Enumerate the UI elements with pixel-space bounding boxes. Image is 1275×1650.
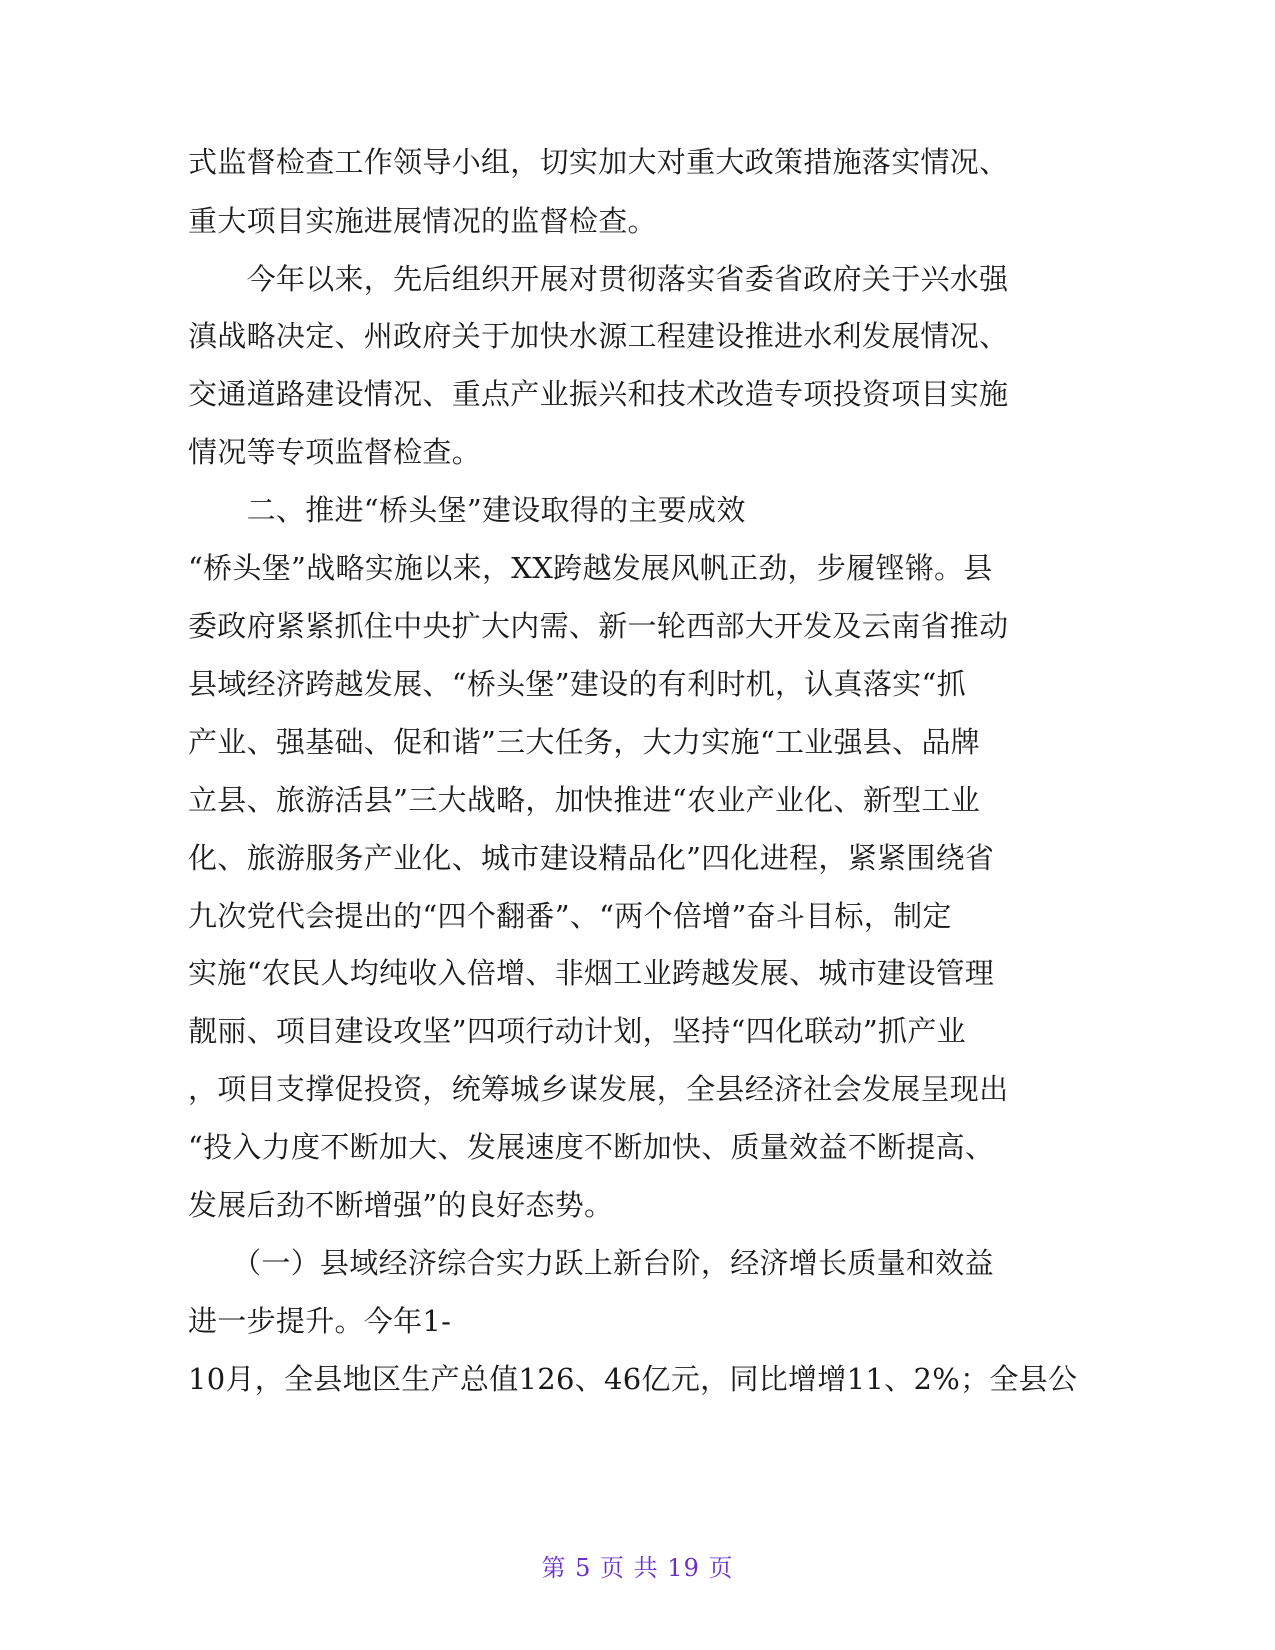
text-line-12: 立县、旅游活县”三大战略，加快推进“农业产业化、新型工业 (188, 783, 981, 817)
text-line-9: 委政府紧紧抓住中央扩大内需、新一轮西部大开发及云南省推动 (188, 609, 1009, 643)
text-line-1: 式监督检查工作领导小组，切实加大对重大政策措施落实情况、 (188, 145, 1009, 179)
text-line-18: “投入力度不断加大、发展速度不断加快、质量效益不断提高、 (188, 1130, 995, 1164)
text-line-11: 产业、强基础、促和谐”三大任务，大力实施“工业强县、品牌 (188, 725, 981, 759)
text-line-6: 情况等专项监督检查。 (188, 435, 482, 469)
text-line-15: 实施“农民人均纯收入倍增、非烟工业跨越发展、城市建设管理 (188, 956, 995, 990)
text-line-13: 化、旅游服务产业化、城市建设精品化”四化进程，紧紧围绕省 (188, 841, 995, 875)
section-heading: 二、推进“桥头堡”建设取得的主要成效 (188, 493, 746, 527)
text-line-21: 进一步提升。今年1- (188, 1304, 452, 1338)
text-line-14: 九次党代会提出的“四个翻番”、“两个倍增”奋斗目标，制定 (188, 899, 952, 933)
text-line-19: 发展后劲不断增强”的良好态势。 (188, 1188, 614, 1222)
text-line-10: 县域经济跨越发展、“桥头堡”建设的有利时机，认真落实“抓 (188, 667, 966, 701)
text-line-5: 交通道路建设情况、重点产业振兴和技术改造专项投资项目实施 (188, 377, 1009, 411)
text-line-22: 10月，全县地区生产总值126、46亿元，同比增增11、2%；全县公 (188, 1362, 1078, 1396)
text-line-4: 滇战略决定、州政府关于加快水源工程建设推进水利发展情况、 (188, 319, 1009, 353)
text-line-2: 重大项目实施进展情况的监督检查。 (188, 204, 657, 238)
subsection-heading: （一）县域经济综合实力跃上新台阶，经济增长质量和效益 (188, 1246, 994, 1280)
text-line-8: “桥头堡”战略实施以来，XX跨越发展风帆正劲，步履铿锵。县 (188, 551, 993, 585)
page-number-footer: 第 5 页 共 19 页 (541, 1554, 734, 1582)
text-line-17: ，项目支撑促投资，统筹城乡谋发展，全县经济社会发展呈现出 (188, 1072, 1009, 1106)
text-line-16: 靓丽、项目建设攻坚”四项行动计划，坚持“四化联动”抓产业 (188, 1014, 966, 1048)
text-line-3: 今年以来，先后组织开展对贯彻落实省委省政府关于兴水强 (188, 262, 1009, 296)
